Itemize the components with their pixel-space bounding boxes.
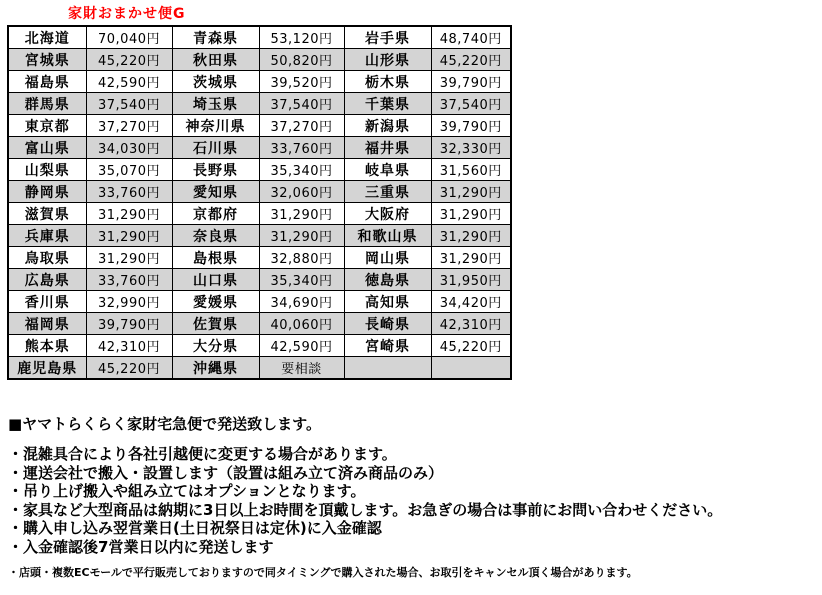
- price-cell: 33,760円: [259, 137, 344, 159]
- notes-heading: ■ヤマトらくらく家財宅急便で発送致します。: [8, 415, 321, 433]
- prefecture-cell: 岩手県: [344, 26, 431, 49]
- table-row: [8, 115, 511, 137]
- table-row: [8, 357, 511, 380]
- prefecture-cell: 福井県: [344, 137, 431, 159]
- price-cell: 39,520円: [259, 71, 344, 93]
- price-cell: 34,030円: [86, 137, 172, 159]
- price-cell: 32,990円: [86, 291, 172, 313]
- price-cell: 31,290円: [86, 203, 172, 225]
- table-row: [8, 26, 511, 49]
- price-cell: 37,270円: [259, 115, 344, 137]
- price-cell: 35,070円: [86, 159, 172, 181]
- prefecture-cell: 佐賀県: [172, 313, 259, 335]
- prefecture-cell: 山梨県: [8, 159, 86, 181]
- table-row: [8, 71, 511, 93]
- prefecture-cell: 栃木県: [344, 71, 431, 93]
- table-row: [8, 137, 511, 159]
- prefecture-cell: 熊本県: [8, 335, 86, 357]
- price-cell: 37,540円: [259, 93, 344, 115]
- price-cell: 37,540円: [86, 93, 172, 115]
- price-cell: 70,040円: [86, 26, 172, 49]
- prefecture-cell: 宮崎県: [344, 335, 431, 357]
- prefecture-cell: 愛媛県: [172, 291, 259, 313]
- prefecture-cell: 大分県: [172, 335, 259, 357]
- table-row: [8, 49, 511, 71]
- prefecture-cell: 富山県: [8, 137, 86, 159]
- price-cell: 42,310円: [86, 335, 172, 357]
- table-row: [8, 203, 511, 225]
- price-cell: 34,690円: [259, 291, 344, 313]
- prefecture-cell: 大阪府: [344, 203, 431, 225]
- price-cell: 31,560円: [431, 159, 511, 181]
- prefecture-cell: 千葉県: [344, 93, 431, 115]
- price-cell: 要相談: [259, 357, 344, 380]
- notes-section: [8, 416, 818, 580]
- price-cell: 33,760円: [86, 181, 172, 203]
- table-row: [8, 159, 511, 181]
- table-row: [8, 291, 511, 313]
- price-cell: 32,880円: [259, 247, 344, 269]
- price-cell: 39,790円: [431, 115, 511, 137]
- price-cell: 31,290円: [431, 247, 511, 269]
- price-cell: 32,330円: [431, 137, 511, 159]
- prefecture-cell: 香川県: [8, 291, 86, 313]
- prefecture-cell: 京都府: [172, 203, 259, 225]
- prefecture-cell: 福岡県: [8, 313, 86, 335]
- prefecture-cell: 静岡県: [8, 181, 86, 203]
- price-cell: 39,790円: [431, 71, 511, 93]
- note-bullet: ・吊り上げ搬入や組み立てはオプションとなります。: [8, 482, 366, 500]
- price-cell: 33,760円: [86, 269, 172, 291]
- price-cell: 42,310円: [431, 313, 511, 335]
- prefecture-cell: 青森県: [172, 26, 259, 49]
- prefecture-cell: 茨城県: [172, 71, 259, 93]
- price-cell: 31,950円: [431, 269, 511, 291]
- table-row: [8, 181, 511, 203]
- price-cell: 45,220円: [86, 357, 172, 380]
- prefecture-cell: 岡山県: [344, 247, 431, 269]
- price-cell: 31,290円: [86, 225, 172, 247]
- table-row: [8, 313, 511, 335]
- price-cell: 31,290円: [86, 247, 172, 269]
- prefecture-cell: 長崎県: [344, 313, 431, 335]
- prefecture-cell: 広島県: [8, 269, 86, 291]
- shipping-fee-table-body: [8, 26, 511, 379]
- table-row: [8, 225, 511, 247]
- price-cell: 31,290円: [431, 225, 511, 247]
- price-cell: 53,120円: [259, 26, 344, 49]
- prefecture-cell: 奈良県: [172, 225, 259, 247]
- price-cell: 31,290円: [259, 225, 344, 247]
- price-cell: 50,820円: [259, 49, 344, 71]
- shipping-fee-table: [7, 25, 512, 380]
- prefecture-cell: 新潟県: [344, 115, 431, 137]
- prefecture-cell: 高知県: [344, 291, 431, 313]
- prefecture-cell: 滋賀県: [8, 203, 86, 225]
- prefecture-cell: 兵庫県: [8, 225, 86, 247]
- price-cell: 45,220円: [431, 335, 511, 357]
- price-cell: 40,060円: [259, 313, 344, 335]
- prefecture-cell: 長野県: [172, 159, 259, 181]
- price-cell: [431, 357, 511, 380]
- prefecture-cell: 神奈川県: [172, 115, 259, 137]
- note-bullet: ・混雑具合により各社引越便に変更する場合があります。: [8, 445, 397, 463]
- prefecture-cell: [344, 357, 431, 380]
- prefecture-cell: 北海道: [8, 26, 86, 49]
- prefecture-cell: 愛知県: [172, 181, 259, 203]
- prefecture-cell: 鹿児島県: [8, 357, 86, 380]
- note-bullet: ・購入申し込み翌営業日(土日祝祭日は定休)に入金確認: [8, 519, 382, 537]
- price-cell: 37,270円: [86, 115, 172, 137]
- price-cell: 42,590円: [86, 71, 172, 93]
- price-cell: 31,290円: [431, 181, 511, 203]
- price-cell: 45,220円: [86, 49, 172, 71]
- notes-bullets: [8, 445, 818, 556]
- prefecture-cell: 埼玉県: [172, 93, 259, 115]
- prefecture-cell: 福島県: [8, 71, 86, 93]
- prefecture-cell: 和歌山県: [344, 225, 431, 247]
- small-note: ・店頭・複数ECモールで平行販売しておりますので同タイミングで購入された場合、お取引をキャンセル頂く場合があります。: [8, 566, 638, 579]
- prefecture-cell: 宮城県: [8, 49, 86, 71]
- price-cell: 31,290円: [259, 203, 344, 225]
- price-cell: 32,060円: [259, 181, 344, 203]
- price-cell: 39,790円: [86, 313, 172, 335]
- prefecture-cell: 東京都: [8, 115, 86, 137]
- price-cell: 35,340円: [259, 269, 344, 291]
- prefecture-cell: 沖縄県: [172, 357, 259, 380]
- prefecture-cell: 岐阜県: [344, 159, 431, 181]
- prefecture-cell: 石川県: [172, 137, 259, 159]
- table-row: [8, 247, 511, 269]
- price-cell: 45,220円: [431, 49, 511, 71]
- prefecture-cell: 山口県: [172, 269, 259, 291]
- prefecture-cell: 秋田県: [172, 49, 259, 71]
- price-cell: 34,420円: [431, 291, 511, 313]
- prefecture-cell: 山形県: [344, 49, 431, 71]
- price-cell: 48,740円: [431, 26, 511, 49]
- prefecture-cell: 徳島県: [344, 269, 431, 291]
- price-cell: 37,540円: [431, 93, 511, 115]
- prefecture-cell: 三重県: [344, 181, 431, 203]
- price-cell: 35,340円: [259, 159, 344, 181]
- note-bullet: ・入金確認後7営業日以内に発送します: [8, 537, 274, 556]
- note-bullet: ・家具など大型商品は納期に3日以上お時間を頂戴します。お急ぎの場合は事前にお問い合わせください。: [8, 500, 723, 519]
- table-row: [8, 93, 511, 115]
- price-cell: 42,590円: [259, 335, 344, 357]
- table-title: 家財おまかせ便G: [68, 6, 186, 22]
- table-row: [8, 269, 511, 291]
- note-bullet: ・運送会社で搬入・設置します（設置は組み立て済み商品のみ）: [8, 463, 444, 482]
- prefecture-cell: 島根県: [172, 247, 259, 269]
- price-cell: 31,290円: [431, 203, 511, 225]
- table-row: [8, 335, 511, 357]
- prefecture-cell: 群馬県: [8, 93, 86, 115]
- prefecture-cell: 鳥取県: [8, 247, 86, 269]
